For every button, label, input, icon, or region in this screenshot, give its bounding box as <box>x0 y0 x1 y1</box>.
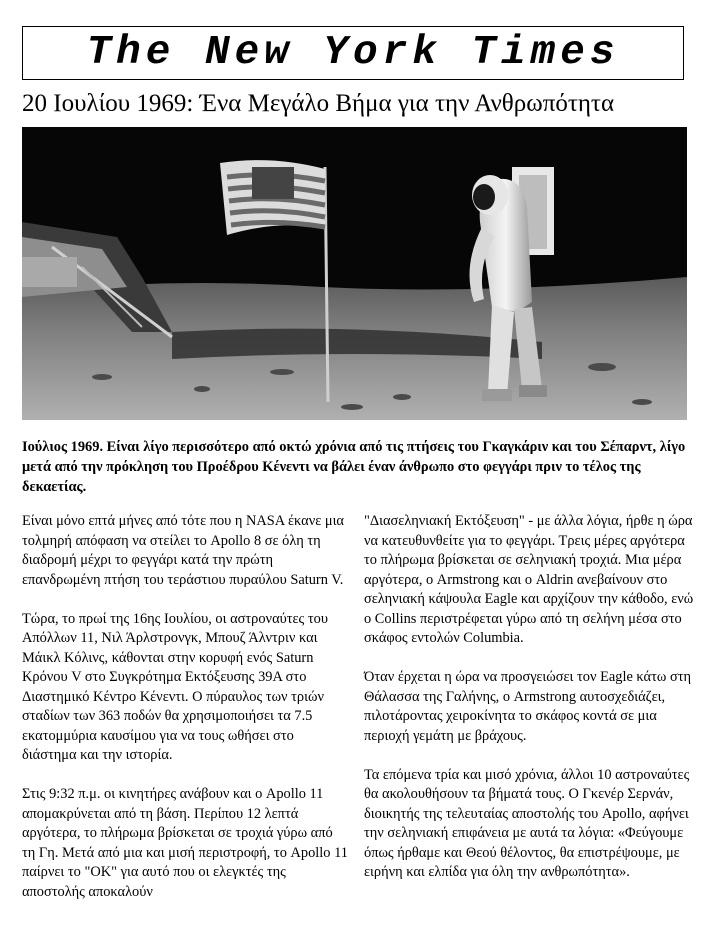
moon-landing-photo-icon <box>22 127 687 420</box>
lead-paragraph: Ιούλιος 1969. Είναι λίγο περισσότερο από οκτώ χρόνια από τις πτήσεις του Γκαγκάριν και του Σέπαρντ, λίγο μετά από την πρόκληση του Προέδρου Κένεντι να βάλει έναν άνθρωπο στο φεγγάρι πριν το τέλος της δεκαετίας. <box>22 439 686 495</box>
body-paragraph: Τα επόμενα τρία και μισό χρόνια, άλλοι 10 αστροναύτες θα ακολουθήσουν τα βήματά τους. Ο Γκενέρ Σερνάν, διοικητής της τελευταίας αποστολής του Apollo, αφήνει την σεληνιακή επιφάνεια με αυτά τα λόγια: «Φεύγουμε όπως ήρθαμε και Θεού θέλοντος, θα επιστρέψουμε, με ειρήνη και ελπίδα για όλη την ανθρωπότητα». <box>364 766 690 880</box>
body-paragraph: Τώρα, το πρωί της 16ης Ιουλίου, οι αστροναύτες του Απόλλων 11, Νιλ Άρλστρονγκ, Μπουζ Άλντριν και Μάικλ Κόλινς, κάθονται στην κορυφή ενός Saturn Κρόνου V στο Συγκρότημα Εκτόξευσης 39Α στο Διαστημικό Κέντρο Κένεντι. Ο πύραυλος των τριών σταδίων των 363 ποδών θα χρησιμοποιήσει τα 7.5 εκατομμύρια καυσίμου για να τους ωθήσει στο διάστημα και την ιστορία. <box>22 610 328 763</box>
moon-landing-photo <box>22 127 687 420</box>
body-paragraph: "Διασεληνιακή Εκτόξευση" - με άλλα λόγια, ήρθε η ώρα να κατευθυνθείτε για το φεγγάρι. Τρεις μέρες αργότερα το πλήρωμα βρίσκεται σε σεληνιακή τροχιά. Μια μέρα αργότερα, ο Armstrong και ο Aldrin ανεβαίνουν στο σεληνιακή κάψουλα Eagle και αρχίζουν την κάθοδο, ενώ ο Collins περιστρέφεται γύρω από τη σελήνη μέσα στο σκάφος εντολών Columbia. <box>364 513 694 646</box>
body-paragraph: Στις 9:32 π.μ. οι κινητήρες ανάβουν και ο Apollo 11 απομακρύνεται από τη βάση. Περίπου 12 λεπτά αργότερα, το πλήρωμα βρίσκεται σε τροχιά γύρω από τη Γη. Μετά από μια και μισή περιστροφή, το Apollo 11 παίρνει το "ΟΚ" για αυτό που οι ελεγκτές της αποστολής αποκαλούν <box>22 786 348 900</box>
body-paragraph: Όταν έρχεται η ώρα να προσγειώσει τον Eagle κάτω στη Θάλασσα της Γαλήνης, ο Armstrong αυτοσχεδιάζει, πιλοτάροντας χειροκίνητα το σκάφος κοντά σε μια περιοχή γεμάτη με βράχους. <box>364 669 692 744</box>
body-column-left <box>22 512 348 922</box>
body-paragraph: Είναι μόνο επτά μήνες από τότε που η NASA έκανε μια τολμηρή απόφαση να στείλει το Apollo 8 σε όλη τη διαδρομή μέχρι το φεγγάρι κατά την πρώτη επανδρωμένη πτήση του τεράστιου πυραύλου Saturn V. <box>22 513 344 588</box>
masthead <box>22 26 684 80</box>
body-column-right <box>364 512 694 902</box>
headline: 20 Ιουλίου 1969: Ένα Μεγάλο Βήμα για την Ανθρωπότητα <box>22 90 615 117</box>
masthead-title: The New York Times <box>86 30 620 76</box>
